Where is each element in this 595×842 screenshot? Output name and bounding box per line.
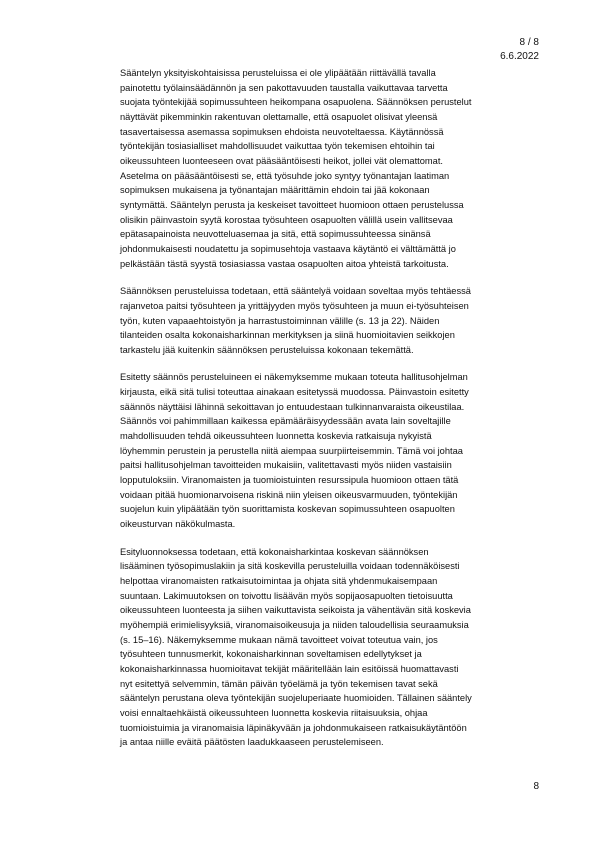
paragraph-line: helpottaa viranomaisten ratkaisutoimintaa ja ohjata sitä yhdenmukaisempaan	[120, 576, 438, 586]
paragraph-line: syntymättä. Sääntelyn perusta ja keskeiset tavoitteet huomioon ottaen perustelussa	[120, 199, 464, 210]
paragraph-line: työn, kuten vapaaehtoistyön ja harrastustoiminnan välille (s. 13 ja 22). Näiden	[120, 315, 440, 326]
paragraph-line: Säännöksen perusteluissa todetaan, että sääntelyä voidaan soveltaa myös tehtäessä	[120, 286, 471, 297]
paragraph-line: mahdollisuuden tehdä oikeussuhteen luonnetta koskevia ratkaisuja nykyistä	[120, 431, 432, 442]
paragraph-line: Esitetty säännös perusteluineen ei näkemyksemme mukaan toteuta hallitusohjelman	[120, 372, 468, 383]
paragraph-line: Säännös voi pahimmillaan kaikessa epämääräisyydessään avata lain soveltajille	[120, 416, 451, 427]
paragraph-line: suojelun kuin ylipäätään työn suorittamista koskevan sopimussuhteen osapuolten	[120, 504, 455, 515]
paragraph-line: tasavertaisessa asemassa sopimuksen ehdoista neuvoteltaessa. Käytännössä	[120, 126, 444, 137]
paragraph-line: tarkastelu jää kuitenkin säännöksen perusteluissa kokonaan tekemättä.	[120, 344, 414, 355]
paragraph-line: ja antaa niille eväitä päätösten laadukkaaseen perustelemiseen.	[120, 737, 384, 748]
paragraph-line: oikeusturvan näkökulmasta.	[120, 519, 236, 530]
body-paragraph	[120, 284, 543, 357]
paragraph-line: työsuhteen tunnusmerkit, kokonaisharkinnan soveltamisen edellytykset ja	[120, 649, 422, 660]
document-body	[120, 66, 543, 763]
paragraph-line: kirjausta, eikä sitä tulisi toteuttaa ainakaan esitetyssä muodossa. Päinvastoin esitetty	[120, 387, 469, 398]
paragraph-line: sääntelyn perustana oleva työntekijän suojeluperiaate huomioiden. Tällainen sääntely	[120, 693, 472, 704]
paragraph-line: Esityluonnoksessa todetaan, että kokonaisharkintaa koskevan säännöksen	[120, 546, 429, 557]
paragraph-line: nyt esitettyä selvemmin, tämän päivän työelämä ja työn tekemisen tavat sekä	[120, 678, 438, 689]
paragraph-line: suojata työntekijää sopimussuhteen heikompana osapuolena. Säännöksen perustelut	[120, 97, 472, 108]
paragraph-line: painotettu työlainsäädännön ja sen pakottavuuden taustalla vaikuttavaa tarvetta	[120, 82, 448, 93]
page-header-meta	[500, 36, 539, 64]
paragraph-line: Asetelma on pääsääntöisesti se, että työsuhde joko syntyy työnantajan laatiman	[120, 170, 450, 181]
paragraph-line: kokonaisharkinnassa huomioitavat tekijät määritellään lain esitöissä huomattavasti	[120, 663, 459, 674]
paragraph-line: suuntaan. Lakimuutoksen on toivottu lisäävän myös sopijaosapuolten tietoisuutta	[120, 590, 453, 601]
paragraph-line: rajanvetoa paitsi työsuhteen ja yrittäjyyden myös työsuhteen ja muun ei-työsuhteisen	[120, 300, 469, 311]
paragraph-line: Sääntelyn yksityiskohtaisissa perusteluissa ei ole ylipäätään riittävällä tavalla	[120, 68, 436, 78]
paragraph-line: voidaan pitää huomionarvoisena riskinä niin yleisen oikeusvarmuuden, työntekijän	[120, 489, 458, 500]
paragraph-line: sopimuksen mukaisena ja työnantajan määrittämin ehdoin tai jää kokonaan	[120, 185, 430, 196]
page-number: 8	[533, 781, 539, 792]
paragraph-line: paitsi hallitusohjelman tavoitteiden mukaisiin, valitettavasti myös niiden vastaisiin	[120, 460, 452, 471]
paragraph-line: myöhempiä erimielisyyksiä, viranomaisoikeusuja ja niiden taloudellisia seuraamuksia	[120, 619, 469, 630]
page-counter: 8 / 8	[519, 37, 539, 48]
paragraph-line: tilanteiden osalta kokonaisharkinnan merkityksen ja siinä huomioitavien seikkojen	[120, 330, 455, 341]
paragraph-line: epätasapainoista neuvotteluasemaa ja sitä, että sopimussuhteessa sinänsä	[120, 229, 431, 240]
paragraph-line: löyhemmin perustein ja perustella niitä aiempaa suurpiirteisemmin. Tämä voi johtaa	[120, 445, 463, 456]
paragraph-line: tuomioistuimia ja viranomaisia läpinäkyvään ja johdonmukaiseen ratkaisukäytäntöön	[120, 722, 467, 733]
paragraph-line: johdonmukaisesti noudatettu ja sopimusehtoja vastaava käytäntö ei välttämättä jo	[120, 243, 456, 254]
paragraph-line: (s. 15–16). Näkemyksemme mukaan nämä tavoitteet voivat toteutua vain, jos	[120, 634, 438, 645]
body-paragraph	[120, 545, 543, 750]
paragraph-line: olisikin päinvastoin syytä korostaa työsuhteen osapuolten välillä usein vallitsevaa	[120, 214, 453, 225]
document-date: 6.6.2022	[500, 51, 539, 62]
paragraph-line: voisi ennaltaehkäistä oikeussuhteen luonnetta koskevia riitaisuuksia, ohjaa	[120, 707, 428, 718]
paragraph-line: oikeussuhteen luonteesta ja siihen vaikuttavista seikoista ja vähentävän sitä koskevia	[120, 605, 471, 616]
paragraph-line: oikeussuhteen luonteeseen ovat pääsääntöisesti heikot, jollei vät olemattomat.	[120, 155, 444, 166]
paragraph-line: näyttävät pikemminkin rakentuvan olettamalle, että osapuolet olisivat yleensä	[120, 111, 438, 122]
paragraph-line: säännös näyttäisi lähinnä sekoittavan jo entuudestaan tulkinnanvaraista oikeustilaa.	[120, 401, 465, 412]
paragraph-line: työntekijän tosiasialliset mahdollisuudet vaikuttaa työn tekemisen ehtoihin tai	[120, 141, 435, 152]
paragraph-line: pelkästään tästä syystä tosiasiassa vastaa osapuolten aitoa yhteistä tarkoitusta.	[120, 258, 449, 269]
paragraph-line: lisääminen työsopimuslakiin ja sitä koskevilla perusteluilla voidaan todennäköisesti	[120, 561, 460, 572]
paragraph-line: lopputuloksiin. Viranomaisten ja tuomioistuinten resurssipula huomioon ottaen tätä	[120, 475, 459, 486]
body-paragraph	[120, 370, 543, 531]
body-paragraph	[120, 66, 543, 271]
